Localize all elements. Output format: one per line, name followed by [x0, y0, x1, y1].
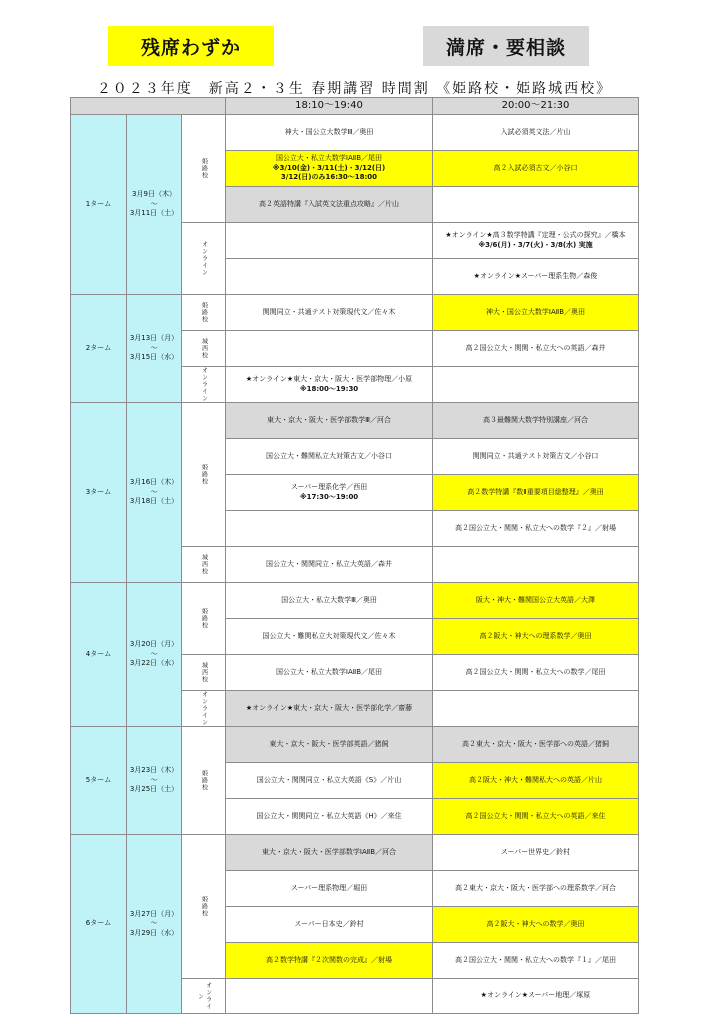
class-title: スーパー日本史／鈴村 — [294, 919, 364, 928]
class-cell-2 — [432, 654, 639, 691]
class-cell-1 — [225, 582, 433, 619]
class-cell-2 — [432, 870, 639, 907]
class-cell-1 — [225, 870, 433, 907]
class-title: 阪大・神大・難関国公立大英語／大澤 — [476, 595, 595, 604]
class-title: 入試必須英文法／片山 — [500, 127, 571, 136]
class-cell-1 — [225, 798, 433, 835]
term-date-line: 3月23日（木） — [129, 766, 179, 775]
class-cell-2 — [432, 186, 639, 223]
term-date-line: 3月25日（土） — [129, 785, 179, 794]
class-title: 高２東大・京大・阪大・医学部への理系数学／河合 — [455, 883, 616, 892]
school-himeji: 姫路校 — [181, 834, 226, 979]
class-cell-2 — [432, 834, 639, 871]
class-title: ★オンライン★東大・京大・阪大・医学部物理／小原 — [245, 375, 413, 384]
class-cell-1 — [225, 330, 433, 367]
class-cell-2 — [432, 690, 639, 727]
school-josai: 城西校 — [181, 330, 226, 367]
class-cell-2 — [432, 330, 639, 367]
class-cell-1 — [225, 834, 433, 871]
term-date-line: 〜 — [150, 199, 158, 208]
class-cell-1 — [225, 222, 433, 259]
class-cell-1 — [225, 258, 433, 295]
class-cell-1 — [225, 978, 433, 1014]
school-himeji: 姫路校 — [181, 582, 226, 655]
school-online: オンライン — [181, 978, 226, 1014]
class-title: スーパー理系化学／西田 — [290, 483, 368, 492]
class-title: 東大・京大・阪大・医学部数学Ⅲ／河合 — [267, 415, 391, 424]
class-note: ※18:00〜19:30 — [299, 384, 359, 393]
page-title: ２０２３年度 新高２・３生 春期講習 時間割 《姫路校・姫路城西校》 — [96, 81, 613, 97]
class-cell-1 — [225, 942, 433, 979]
class-cell-2 — [432, 366, 639, 403]
class-cell-1 — [225, 762, 433, 799]
class-title: 高３最難関大数学特別講座／河合 — [483, 415, 588, 424]
class-title: ★オンライン★高３数学特講『定理・公式の探究』／橋本 — [445, 231, 626, 240]
class-title: 高２阪大・神大・難関私大への英語／片山 — [469, 775, 602, 784]
class-cell-2 — [432, 510, 639, 547]
class-title: スーパー理系物理／堀田 — [290, 883, 368, 892]
class-title: 国公立大・関関同立・私立大英語《H》／来住 — [256, 811, 402, 820]
term-label: 6ターム — [70, 834, 127, 1014]
class-title: 国公立大・私立大数学ⅠAⅡB／尾田 — [275, 154, 383, 163]
legend-full: 満席・要相談 — [423, 26, 589, 66]
term-date-line: 3月22日（水） — [129, 659, 179, 668]
class-cell-1 — [225, 690, 433, 727]
class-title: ★オンライン★東大・京大・阪大・医学部化学／齋藤 — [245, 703, 413, 712]
class-cell-1 — [225, 474, 433, 511]
class-cell-2 — [432, 798, 639, 835]
class-title: 高２国公立大・関関・私立大への数学『２』／射場 — [455, 523, 616, 532]
timetable — [70, 97, 638, 1010]
class-cell-1 — [225, 618, 433, 655]
class-cell-1 — [225, 150, 433, 187]
class-title: 国公立大・関関同立・私立大英語／森井 — [266, 559, 392, 568]
class-title: 高２東大・京大・阪大・医学部への英語／猪飼 — [462, 739, 609, 748]
school-josai: 城西校 — [181, 546, 226, 583]
class-note: ※3/10(金)・3/11(土)・3/12(日) — [272, 163, 386, 172]
class-note: ※17:30〜19:00 — [299, 492, 359, 501]
class-cell-1 — [225, 366, 433, 403]
class-cell-2 — [432, 906, 639, 943]
header-slot-1: 18:10〜19:40 — [225, 97, 433, 115]
class-cell-1 — [225, 294, 433, 331]
class-cell-2 — [432, 222, 639, 259]
class-title: 国公立大・関関同立・私立大英語《S》／片山 — [256, 775, 402, 784]
class-cell-2 — [432, 474, 639, 511]
class-title: 国公立大・私立大数学ⅠAⅡB／尾田 — [275, 667, 383, 676]
header-blank — [70, 97, 226, 115]
term-dates — [126, 402, 182, 583]
class-title: 高２数学特講『２次関数の完成』／射場 — [266, 955, 392, 964]
class-cell-1 — [225, 906, 433, 943]
class-title: 東大・京大・阪大・医学部数学ⅠAⅡB／河合 — [261, 847, 397, 856]
term-dates — [126, 114, 182, 295]
class-note: 3/12(日)のみ16:30〜18:00 — [280, 173, 378, 182]
term-date-line: 3月27日（月） — [129, 909, 179, 918]
class-cell-1 — [225, 186, 433, 223]
class-title: 高２英語特講『入試英文法重点攻略』／片山 — [259, 199, 399, 208]
school-himeji: 姫路校 — [181, 402, 226, 547]
class-title: 神大・国公立大数学ⅠAⅡB／奥田 — [485, 307, 586, 316]
class-title: スーパー世界史／鈴村 — [500, 847, 571, 856]
school-online: オンライン — [181, 690, 226, 727]
class-title: ★オンライン★スーパー理系生物／森俊 — [473, 271, 598, 280]
class-cell-2 — [432, 978, 639, 1014]
class-title: 高２阪大・神大への数学／奥田 — [486, 919, 585, 928]
term-date-line: 3月11日（土） — [129, 209, 179, 218]
term-date-line: 〜 — [150, 919, 158, 928]
term-label: 2ターム — [70, 294, 127, 403]
school-himeji: 姫路校 — [181, 114, 226, 223]
term-date-line: 3月29日（水） — [129, 928, 179, 937]
school-online: オンライン — [181, 366, 226, 403]
class-cell-1 — [225, 654, 433, 691]
term-date-line: 3月18日（土） — [129, 497, 179, 506]
class-cell-1 — [225, 114, 433, 151]
term-date-line: 3月20日（月） — [129, 640, 179, 649]
term-dates — [126, 726, 182, 835]
term-date-line: 3月15日（水） — [129, 353, 179, 362]
class-cell-2 — [432, 258, 639, 295]
class-title: 高２数学特講『数Ⅱ重要項目総整理』／奥田 — [467, 487, 604, 496]
term-label: 3ターム — [70, 402, 127, 583]
class-title: 関関同立・共通テスト対策古文／小谷口 — [472, 451, 599, 460]
class-title: 国公立大・私立大数学Ⅲ／奥田 — [281, 595, 377, 604]
class-cell-1 — [225, 510, 433, 547]
class-cell-2 — [432, 438, 639, 475]
class-title: 高２国公立大・関関・私立大への英語／森井 — [465, 343, 606, 352]
class-title: 国公立大・難関私立大対策古文／小谷口 — [266, 451, 392, 460]
class-title: ★オンライン★スーパー地理／塚原 — [480, 991, 591, 1000]
term-date-line: 〜 — [150, 649, 158, 658]
class-title: 高２入試必須古文／小谷口 — [493, 163, 578, 172]
class-note: ※3/6(月)・3/7(火)・3/8(水) 実施 — [478, 240, 593, 249]
header-slot-2: 20:00〜21:30 — [432, 97, 639, 115]
term-label: 1ターム — [70, 114, 127, 295]
class-cell-2 — [432, 942, 639, 979]
class-cell-1 — [225, 546, 433, 583]
term-label: 4ターム — [70, 582, 127, 727]
class-title: 高２阪大・神大への理系数学／奥田 — [479, 631, 592, 640]
class-title: 高２国公立大・関関・私立大への数学『１』／尾田 — [455, 955, 616, 964]
term-date-line: 3月16日（木） — [129, 478, 179, 487]
class-title: 東大・京大・阪大・医学部英語／猪飼 — [269, 739, 389, 748]
class-cell-2 — [432, 402, 639, 439]
term-date-line: 3月9日（木） — [132, 190, 176, 199]
class-cell-2 — [432, 546, 639, 583]
class-cell-1 — [225, 726, 433, 763]
class-cell-2 — [432, 582, 639, 619]
school-himeji: 姫路校 — [181, 726, 226, 835]
class-cell-2 — [432, 762, 639, 799]
class-cell-2 — [432, 618, 639, 655]
class-cell-2 — [432, 294, 639, 331]
term-date-line: 3月13日（月） — [129, 334, 179, 343]
class-title: 国公立大・難関私立大対策現代文／佐々木 — [262, 631, 396, 640]
class-cell-1 — [225, 438, 433, 475]
class-cell-2 — [432, 726, 639, 763]
school-himeji: 姫路校 — [181, 294, 226, 331]
term-date-line: 〜 — [150, 343, 158, 352]
term-dates — [126, 582, 182, 727]
class-title: 関関同立・共通テスト対策現代文／佐々木 — [262, 307, 396, 316]
term-dates — [126, 834, 182, 1014]
term-date-line: 〜 — [150, 487, 158, 496]
class-title: 高２国公立大・関関・私立大への数学／尾田 — [465, 667, 606, 676]
school-online: オンライン — [181, 222, 226, 295]
legend-few-seats: 残席わずか — [108, 26, 274, 66]
school-josai: 城西校 — [181, 654, 226, 691]
class-cell-2 — [432, 114, 639, 151]
class-cell-2 — [432, 150, 639, 187]
class-title: 高２国公立大・関関・私立大への英語／来住 — [465, 811, 606, 820]
term-date-line: 〜 — [150, 775, 158, 784]
term-label: 5ターム — [70, 726, 127, 835]
class-cell-1 — [225, 402, 433, 439]
term-dates — [126, 294, 182, 403]
class-title: 神大・国公立大数学Ⅲ／奥田 — [284, 127, 374, 136]
